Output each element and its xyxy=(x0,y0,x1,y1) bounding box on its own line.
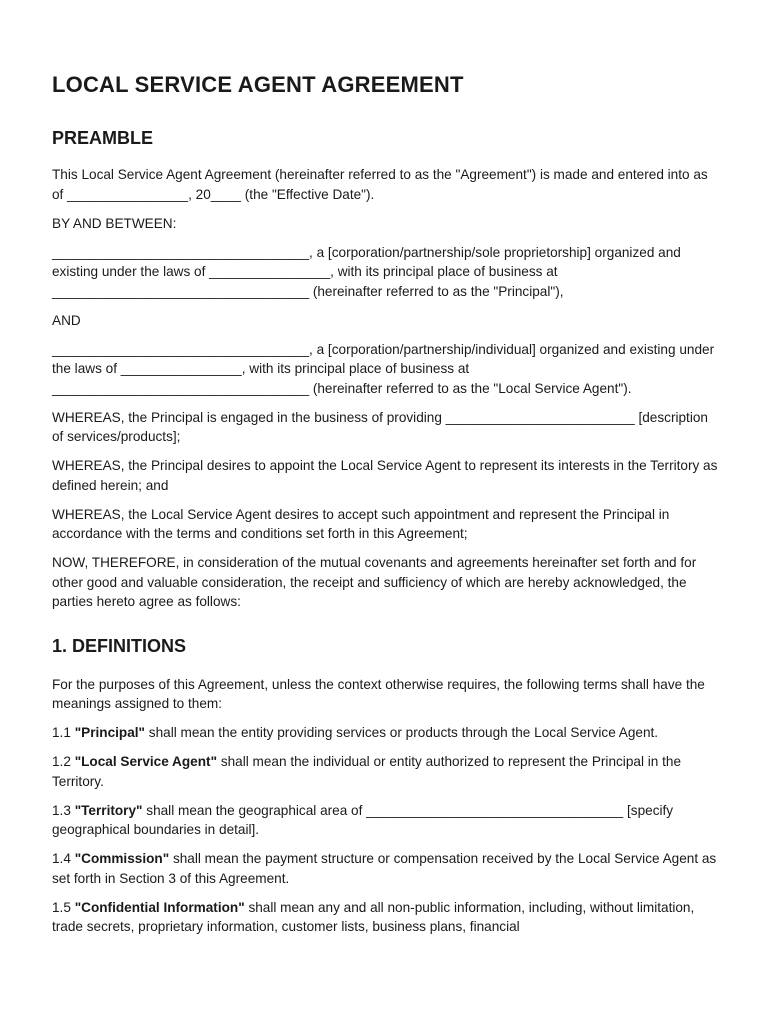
definition-term: "Commission" xyxy=(74,851,170,866)
definitions-heading: 1. DEFINITIONS xyxy=(52,635,187,656)
definition-number: 1.3 xyxy=(52,802,71,818)
definition-item xyxy=(52,849,718,888)
definition-term: "Principal" xyxy=(74,725,145,740)
definition-number: 1.2 xyxy=(52,754,71,769)
definitions-intro: For the purposes of this Agreement, unless the context otherwise requires, the following terms shall have the meanings assigned to them: xyxy=(52,676,705,711)
definition-term: "Territory" xyxy=(74,802,143,818)
preamble-paragraph: __________________________________, a [corporation/partnership/individual] organized and existing under the laws of ________________, with its principal place of business at __________________________________ (hereinafter referred to as the "Local Service Agent"). xyxy=(52,341,715,396)
definition-item xyxy=(52,723,718,743)
definition-text: shall mean the payment structure or compensation received by the Local Service Agent as set forth in Section 3 of this Agreement. xyxy=(52,851,717,886)
definition-number: 1.1 xyxy=(52,725,71,740)
definition-number: 1.5 xyxy=(52,899,71,915)
preamble-paragraph: BY AND BETWEEN: xyxy=(52,215,177,231)
now-therefore-clause: NOW, THEREFORE, in consideration of the mutual covenants and agreements hereinafter set forth and for other good and valuable consideration, the receipt and sufficiency of which are hereby acknowledged, the parties hereto agree as follows: xyxy=(52,555,697,609)
whereas-clause: WHEREAS, the Principal desires to appoint the Local Service Agent to represent its interests in the Territory as defined herein; and xyxy=(52,458,718,493)
definition-item xyxy=(52,752,718,791)
preamble-paragraph: __________________________________, a [corporation/partnership/sole proprietorship] organized and existing under the laws of ________________, with its principal place of business at __________________________________ (hereinafter referred to as the "Principal"), xyxy=(52,244,681,299)
preamble-heading: PREAMBLE xyxy=(52,128,154,148)
definition-item xyxy=(52,898,718,937)
definition-text: shall mean the geographical area of __________________________________ [specify geographical boundaries in detail]. xyxy=(52,802,674,837)
definition-number: 1.4 xyxy=(52,851,71,866)
definition-term: "Confidential Information" xyxy=(74,899,245,915)
definition-item xyxy=(52,801,718,840)
document-title: LOCAL SERVICE AGENT AGREEMENT xyxy=(52,72,464,97)
definition-text: shall mean the individual or entity authorized to represent the Principal in the Territory. xyxy=(52,754,682,789)
whereas-clause: WHEREAS, the Principal is engaged in the business of providing _________________________ [description of services/products]; xyxy=(52,409,708,444)
preamble-paragraph: AND xyxy=(52,312,81,328)
definition-text: shall mean the entity providing services or products through the Local Service Agent. xyxy=(148,725,659,740)
definition-term: "Local Service Agent" xyxy=(74,754,218,769)
whereas-clause: WHEREAS, the Local Service Agent desires to accept such appointment and represent the Principal in accordance with the terms and conditions set forth in this Agreement; xyxy=(52,506,670,541)
definition-text: shall mean any and all non-public information, including, without limitation, trade secrets, proprietary information, customer lists, business plans, financial xyxy=(52,899,695,934)
preamble-paragraph: This Local Service Agent Agreement (hereinafter referred to as the "Agreement") is made and entered into as of ________________, 20____ (the "Effective Date"). xyxy=(52,167,708,202)
